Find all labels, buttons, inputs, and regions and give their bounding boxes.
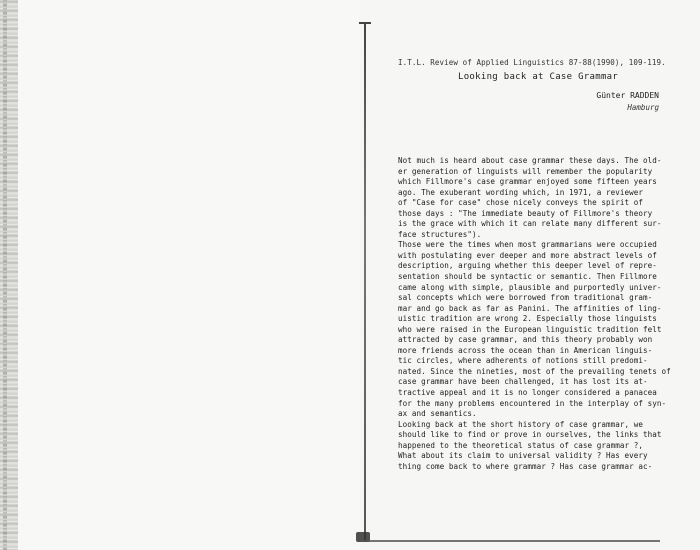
body-text-line: Those were the times when most grammarians were occupied <box>398 240 657 250</box>
body-text-line: nated. Since the nineties, most of the prevailing tenets of <box>398 366 671 376</box>
body-text-line: those days : "The immediate beauty of Fillmore's theory <box>398 208 653 218</box>
body-text-line: should like to find or prove in ourselves, the links that <box>398 430 662 440</box>
scan-bottom-edge <box>360 540 660 542</box>
body-text-line: description, arguing whether this deeper level of repre- <box>398 261 657 271</box>
body-text-line: sal concepts which were borrowed from traditional gram- <box>398 293 653 303</box>
body-text-line: tic circles, where adherents of notions still predomi- <box>398 356 648 366</box>
journal-header: I.T.L. Review of Applied Linguistics 87-88(1990), 109-119. <box>398 58 666 67</box>
body-text-line: ago. The exuberant wording which, in 1971, a reviewer <box>398 187 643 197</box>
body-text-line: face structures"). <box>398 229 482 239</box>
body-text-line: of "Case for case" chose nicely conveys the spirit of <box>398 198 643 208</box>
body-text-line: thing come back to where grammar ? Has case grammar ac- <box>398 461 653 471</box>
body-text-line: is the grace with which it can relate many different sur- <box>398 219 662 229</box>
body-text-line: Not much is heard about case grammar these days. The old- <box>398 156 662 165</box>
body-text-line: mar and go back as far as Panini. The affinities of ling- <box>398 303 662 313</box>
body-text-line: What about its claim to universal validity ? Has every <box>398 451 648 461</box>
body-text-line: happened to the theoretical status of case grammar ?, <box>398 440 643 450</box>
body-text-line: sentation should be syntactic or semantic. Then Fillmore <box>398 272 657 282</box>
author-name: Günter RADDEN <box>596 91 659 100</box>
body-text-line: attracted by case grammar, and this theory probably won <box>398 335 653 345</box>
book-spine <box>364 22 366 542</box>
body-text-line: who were raised in the European linguistic tradition felt <box>398 324 662 334</box>
body-text-line: for the many problems encountered in the interplay of syn- <box>398 398 667 408</box>
body-text-line: with postulating ever deeper and more abstract levels of <box>398 250 657 260</box>
body-text-line: tractive appeal and it is no longer considered a panacea <box>398 388 657 398</box>
author-affiliation: Hamburg <box>627 103 659 112</box>
body-text-line: more friends across the ocean than in American linguis- <box>398 345 653 355</box>
body-text-line: came along with simple, plausible and purportedly univer- <box>398 282 662 292</box>
body-text-line: Looking back at the short history of case grammar, we <box>398 419 643 429</box>
body-text-line: er generation of linguists will remember the popularity <box>398 166 653 176</box>
article-body <box>398 156 693 472</box>
article-title: Looking back at Case Grammar <box>458 72 619 82</box>
body-text-line: ax and semantics. <box>398 409 477 419</box>
body-text-line: uistic tradition are wrong 2. Especially those linguists <box>398 314 657 324</box>
body-text-line: which Fillmore's case grammar enjoyed some fifteen years <box>398 177 657 187</box>
body-text-line: case grammar have been challenged, it has lost its at- <box>398 377 648 387</box>
left-page-edge-shadow <box>3 0 7 550</box>
